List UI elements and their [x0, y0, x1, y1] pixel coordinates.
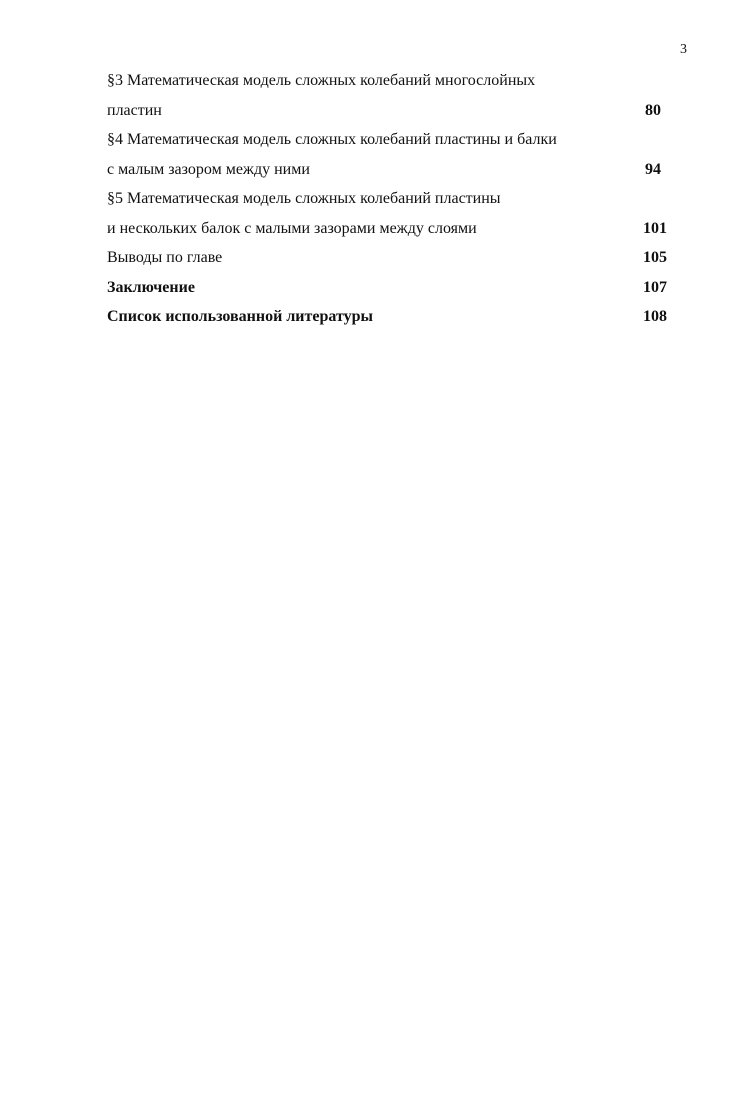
toc-entry-s5-line2 — [107, 214, 667, 244]
toc-page-number: 94 — [645, 160, 661, 178]
toc-entry-s3-line1 — [107, 66, 667, 96]
toc-entry-conclusions — [107, 243, 667, 273]
toc-page-number: 105 — [643, 249, 667, 266]
toc-entry-final — [107, 273, 667, 303]
page-number: 3 — [680, 42, 687, 57]
toc-entry-s4-line2 — [107, 155, 667, 185]
toc-entry-text: Заключение — [107, 278, 195, 296]
toc-entry-text: §3 Математическая модель сложных колебаний многослойных — [107, 72, 536, 89]
toc-entry-text: Выводы по главе — [107, 249, 223, 266]
toc-page-number: 101 — [643, 219, 667, 237]
toc-page-number: 108 — [643, 308, 667, 325]
toc-entry-text: и нескольких балок с малыми зазорами между слоями — [107, 219, 477, 237]
toc-page-number: 107 — [643, 278, 667, 296]
toc-entry-text: §5 Математическая модель сложных колебаний пластины — [107, 190, 501, 207]
toc-entry-s4-line1 — [107, 125, 667, 155]
toc-entry-references — [107, 302, 667, 332]
toc-entry-text: пластин — [107, 101, 162, 119]
toc-entry-s5-line1 — [107, 184, 667, 214]
toc-entry-text: Список использованной литературы — [107, 308, 373, 325]
toc-entry-s3-line2 — [107, 96, 667, 126]
toc-entry-text: §4 Математическая модель сложных колебаний пластины и балки — [107, 131, 557, 148]
table-of-contents — [107, 66, 667, 332]
toc-page-number: 80 — [645, 101, 661, 119]
toc-entry-text: с малым зазором между ними — [107, 160, 310, 178]
